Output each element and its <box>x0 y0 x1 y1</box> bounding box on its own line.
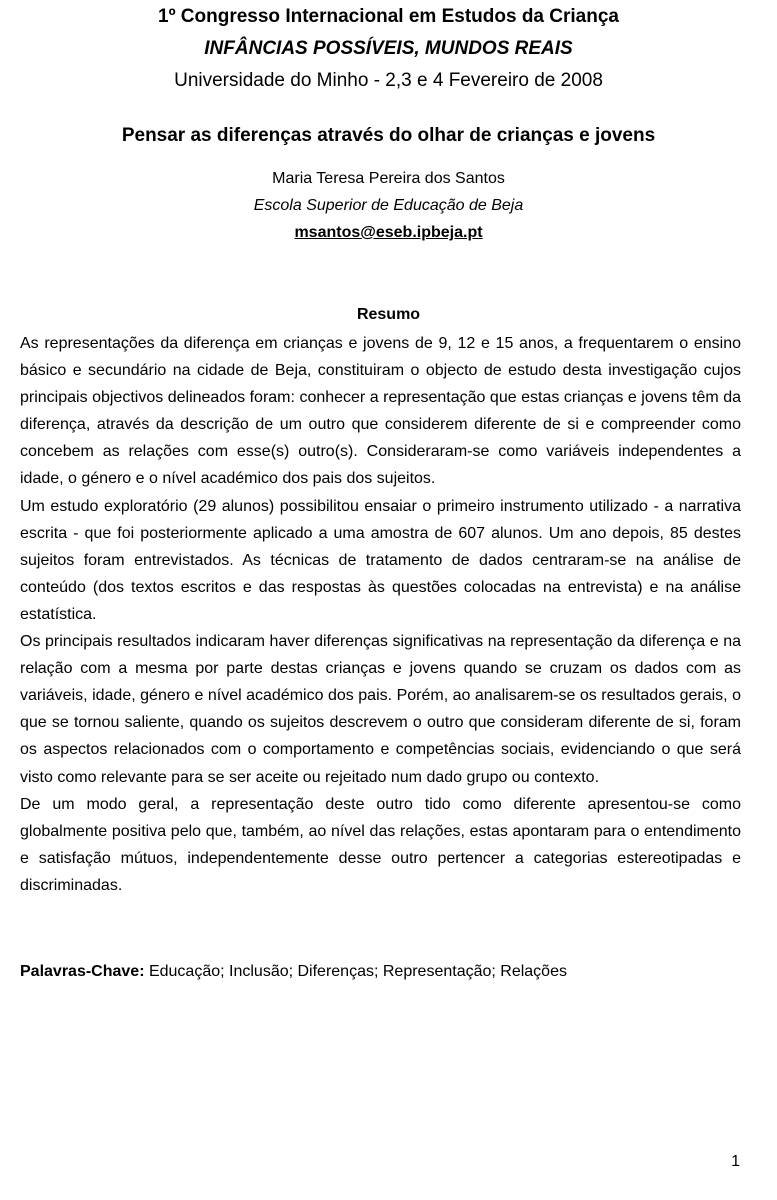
keywords <box>20 961 741 983</box>
abstract-paragraph: De um modo geral, a representação deste outro tido como diferente apresentou-se como globalmente positiva pelo que, também, ao nível das relações, estas apontaram para o entendimento e satisfação mútuos, independentemente desse outro pertencer a categorias estereotipadas e discriminadas. <box>20 795 741 894</box>
abstract-paragraph: Um estudo exploratório (29 alunos) possibilitou ensaiar o primeiro instrumento utilizado - a narrativa escrita - que foi posteriormente aplicado a uma amostra de 607 alunos. Um ano depois, 85 destes sujeitos foram entrevistados. As técnicas de tratamento de dados centraram-se na análise de conteúdo (dos textos escritos e das respostas às questões colocadas na entrevista) e na análise estatística. <box>20 497 741 623</box>
keywords-list: Educação; Inclusão; Diferenças; Representação; Relações <box>144 963 567 980</box>
abstract-paragraph: As representações da diferença em crianças e jovens de 9, 12 e 15 anos, a frequentarem o ensino básico e secundário na cidade de Beja, constituiram o objecto de estudo desta investigação cujos principais objectivos delineados foram: conhecer a representação que estas crianças e jovens têm da diferença, através da descrição de um outro que considerem diferente de si e compreender como concebem as relações com esse(s) outro(s). Consideraram-se como variáveis independentes a idade, o género e o nível académico dos pais dos sujeitos. <box>20 335 741 488</box>
paper-title: Pensar as diferenças através do olhar de crianças e jovens <box>121 125 656 146</box>
author-affiliation: Escola Superior de Educação de Beja <box>253 197 524 214</box>
conference-title: 1º Congresso Internacional em Estudos da Criança <box>158 6 619 27</box>
page-number: 1 <box>731 1153 740 1170</box>
abstract-heading: Resumo <box>356 306 421 323</box>
conference-subtitle: INFÂNCIAS POSSÍVEIS, MUNDOS REAIS <box>204 38 573 59</box>
keywords-label: Palavras-Chave: <box>20 963 145 980</box>
conference-venue: Universidade do Minho - 2,3 e 4 Fevereiro de 2008 <box>174 70 603 91</box>
abstract-paragraph: Os principais resultados indicaram haver diferenças significativas na representação da diferença e na relação com a mesma por parte destas crianças e jovens quando se cruzam os dados com as variáveis, idade, género e nível académico dos pais. Porém, ao analisarem-se os resultados gerais, o que se tornou saliente, quando os sujeitos descrevem o outro que consideram diferente de si, foram os aspectos relacionados com o comportamento e competências sociais, evidenciando o que será visto como relevante para se ser aceite ou rejeitado num dado grupo ou contexto. <box>20 633 741 786</box>
author-name: Maria Teresa Pereira dos Santos <box>272 170 505 187</box>
author-email-link[interactable]: msantos@eseb.ipbeja.pt <box>294 224 483 241</box>
abstract-body <box>20 330 741 899</box>
